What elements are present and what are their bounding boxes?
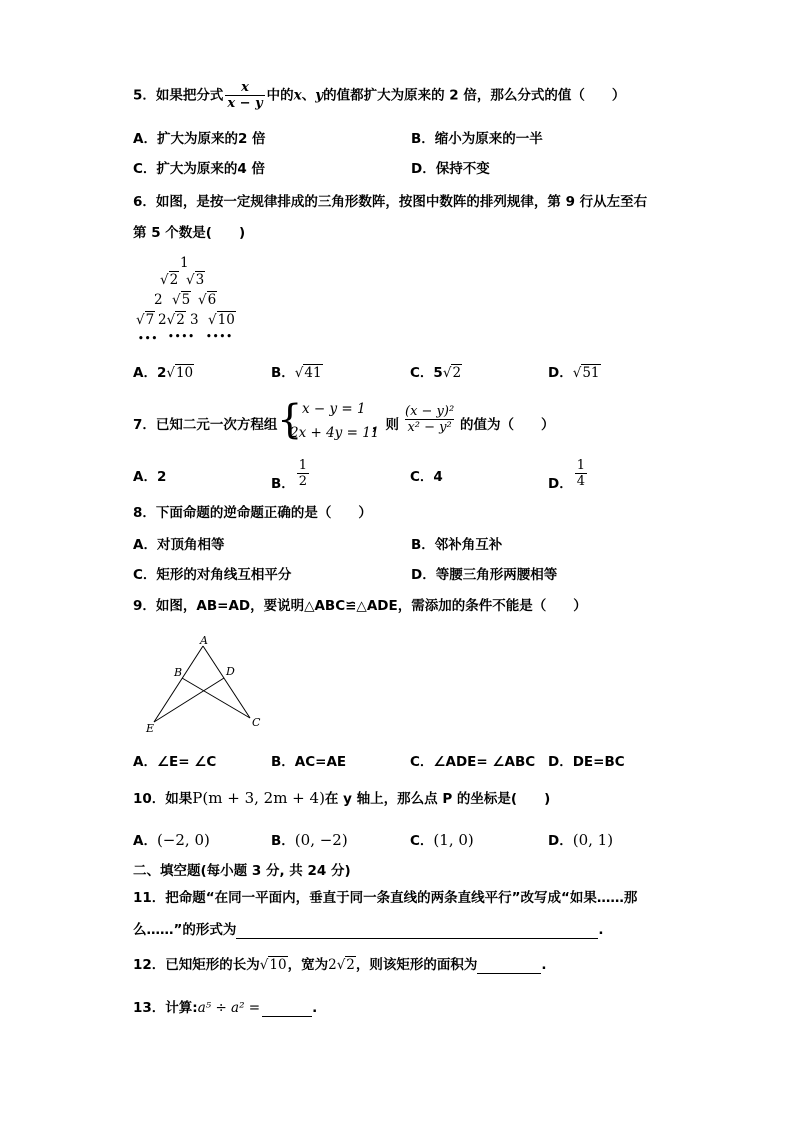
q5-number: 5．: [133, 87, 156, 104]
q9-option-a[interactable]: A．∠E= ∠C: [133, 754, 217, 770]
q11-stem-line1: 11．把命题“在同一平面内，垂直于同一条直线的两条直线平行”改写成“如果……那: [133, 890, 638, 906]
q9-option-c[interactable]: C．∠ADE= ∠ABC: [410, 754, 536, 770]
q9-label-b: B: [174, 666, 183, 679]
q12-answer-blank[interactable]: [477, 959, 541, 974]
q5-option-d[interactable]: D．保持不变: [411, 161, 490, 177]
q9-option-d[interactable]: D．DE=BC: [548, 754, 625, 770]
q7-option-a[interactable]: A．2: [133, 469, 167, 485]
q6-stem-line1: 6．如图，是按一定规律排成的三角形数阵，按图中数阵的排列规律，第 9 行从左至右: [133, 194, 648, 210]
q9-label-d: D: [226, 665, 235, 678]
q6-row3-sqrt5: √5: [172, 292, 191, 308]
q5-text-pre: 如果把分式: [155, 87, 224, 104]
q7-stem-mid: ，则: [372, 417, 399, 433]
q9-stem: 9．如图，AB=AD，要说明△ABC≌△ADE，需添加的条件不能是（ ）: [133, 598, 587, 614]
q6-option-d[interactable]: D．√51: [548, 365, 600, 381]
q10-option-a[interactable]: A．(−2, 0): [133, 831, 210, 849]
q5-text-post: 的值都扩大为原来的 2 倍，那么分式的值（ ）: [323, 87, 626, 104]
q6-dots-1: •••: [138, 334, 159, 344]
q10-stem: 10．如果P(m + 3, 2m + 4)在 y 轴上，那么点 P 的坐标是( ): [133, 789, 551, 807]
q8-option-a[interactable]: A．对顶角相等: [133, 537, 225, 553]
q5-fraction-numerator: x: [241, 80, 249, 95]
q5-option-b[interactable]: B．缩小为原来的一半: [411, 131, 543, 147]
q13-expression: a⁵ ÷ a² =: [197, 1000, 261, 1016]
q6-dots-3: ••••: [206, 332, 234, 342]
q8-option-b[interactable]: B．邻补角互补: [411, 537, 503, 553]
q6-row2-sqrt3: √3: [186, 272, 205, 288]
q5-var-x: x: [293, 87, 302, 104]
q10-point: P(m + 3, 2m + 4): [192, 789, 325, 807]
q7-equation-2: 2x + 4y = 11: [290, 425, 380, 441]
q5-fraction: [225, 80, 264, 111]
q6-option-c[interactable]: C．5√2: [410, 365, 462, 381]
q13-stem: 13．计算:a⁵ ÷ a² = .: [133, 1000, 318, 1016]
section-2-heading: 二、填空题(每小题 3 分, 共 24 分): [133, 863, 351, 879]
q6-row3-sqrt6: √6: [198, 292, 217, 308]
q10-option-b[interactable]: B．(0, −2): [271, 831, 348, 849]
q9-option-b[interactable]: B．AC=AE: [271, 754, 347, 770]
q5-option-a[interactable]: A．扩大为原来的2 倍: [133, 131, 266, 147]
q7-stem-pre: 7．已知二元一次方程组: [133, 417, 278, 433]
q13-answer-blank[interactable]: [262, 1002, 312, 1017]
q6-row1-item: 1: [180, 255, 189, 271]
q7-system-brace: {: [277, 397, 303, 443]
q7-option-d[interactable]: D． $\frac{1}{4}$: [548, 458, 585, 492]
q6-option-b[interactable]: B．√41: [271, 365, 322, 381]
q6-row3-int: 2: [154, 292, 163, 308]
q9-triangle-figure: [142, 634, 272, 734]
q7-option-c[interactable]: C．4: [410, 469, 443, 485]
q7-option-b[interactable]: B． $\frac{1}{2}$: [271, 458, 308, 492]
q7-fraction: $\frac{\text{(x − y)²}}{\text{x² − y²}}$: [405, 404, 455, 435]
q6-option-a[interactable]: A．2√10: [133, 365, 194, 381]
q12-stem: 12．已知矩形的长为√10，宽为2√2，则该矩形的面积为 .: [133, 957, 547, 973]
q7-stem-post: 的值为（ ）: [460, 417, 555, 433]
q9-label-a: A: [200, 634, 208, 647]
q9-label-e: E: [146, 722, 155, 734]
q8-stem: 8．下面命题的逆命题正确的是（ ）: [133, 505, 372, 521]
q12-width: 2√2: [328, 957, 355, 973]
q6-dots-2: ••••: [168, 332, 196, 342]
q5-stem: [133, 80, 625, 111]
q8-option-d[interactable]: D．等腰三角形两腰相等: [411, 567, 558, 583]
q6-stem-line2: 第 5 个数是( ): [133, 225, 246, 241]
q10-option-c[interactable]: C．(1, 0): [410, 831, 474, 849]
q6-row4-sqrt10: √10: [208, 312, 235, 328]
q5-fraction-denominator: x − y: [227, 96, 263, 111]
q12-length: √10: [259, 957, 287, 973]
q11-stem-line2: 么……”的形式为 .: [133, 922, 604, 938]
q5-var-y: y: [315, 87, 324, 104]
q6-row4-sqrt7: √7: [136, 312, 155, 328]
q9-label-c: C: [252, 716, 261, 729]
q11-answer-blank[interactable]: [236, 924, 598, 939]
q6-row4-2sqrt2: 2√2: [158, 312, 185, 328]
q5-text-mid: 中的: [266, 87, 294, 104]
q7-equation-1: x − y = 1: [302, 401, 366, 417]
q6-row4-int3: 3: [190, 312, 199, 328]
q5-sep: 、: [301, 87, 316, 104]
q8-option-c[interactable]: C．矩形的对角线互相平分: [133, 567, 292, 583]
q6-number-triangle: [130, 254, 250, 344]
q6-row2-sqrt2: √2: [160, 272, 179, 288]
q10-option-d[interactable]: D．(0, 1): [548, 831, 614, 849]
q5-option-c[interactable]: C．扩大为原来的4 倍: [133, 161, 266, 177]
